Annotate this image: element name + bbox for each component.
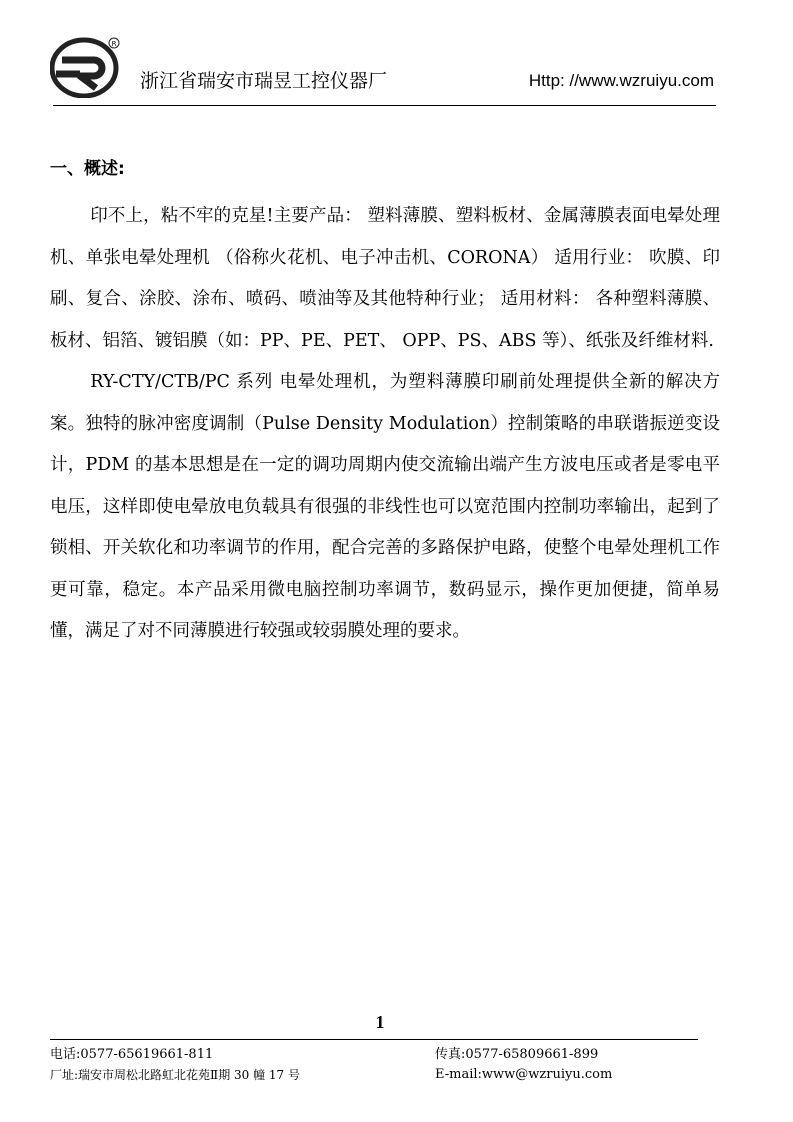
page-number: 1 xyxy=(375,1012,385,1032)
page-header xyxy=(50,30,718,106)
website-url[interactable]: Http: //www.wzruiyu.com xyxy=(528,71,714,90)
svg-text:R: R xyxy=(111,40,117,48)
footer-fax: 传真:0577-65809661-899 xyxy=(435,1047,599,1062)
ruiyu-logo-icon xyxy=(50,34,122,98)
paragraph-description: RY-CTY/CTB/PC 系列 电晕处理机，为塑料薄膜印刷前处理提供全新的解决方案。独特的脉冲密度调制（Pulse Density Modulation）控制策略的串联谐振逆变设计，PDM 的基本思想是在一定的调功周期内使交流输出端产生方波电压或者是零电平电压，这样即使电晕放电负载具有很强的非线性也可以宽范围内控制功率输出，起到了锁相、开关软化和功率调节的作用，配合完善的多路保护电路，使整个电晕处理机工作更可靠，稳定。本产品采用微电脑控制功率调节，数码显示，操作更加便捷，简单易懂，满足了对不同薄膜进行较强或较弱膜处理的要求。 xyxy=(50,372,720,641)
footer-address: 厂址:瑞安市周松北路虹北花苑Ⅱ期 30 幢 17 号 xyxy=(50,1068,300,1082)
paragraph-intro: 印不上，粘不牢的克星!主要产品： 塑料薄膜、塑料板材、金属薄膜表面电晕处理机、单张电晕处理机 （俗称火花机、电子冲击机、CORONA） 适用行业： 吹膜、印刷、复合、涂胶、涂布、喷码、喷油等及其他特种行业； 适用材料： 各种塑料薄膜、板材、铝箔、镀铝膜（如：PP、PE、PET、 OPP、PS、ABS 等）、纸张及纤维材料. xyxy=(50,206,720,351)
footer-phone: 电话:0577-65619661-811 xyxy=(50,1047,214,1062)
company-name: 浙江省瑞安市瑞昱工控仪器厂 xyxy=(140,70,388,92)
header-divider xyxy=(53,105,716,106)
document-body xyxy=(50,156,720,653)
footer-email[interactable]: E-mail:www@wzruiyu.com xyxy=(435,1067,613,1082)
section-title: 一、概述: xyxy=(50,159,125,179)
footer-divider xyxy=(50,1039,698,1040)
